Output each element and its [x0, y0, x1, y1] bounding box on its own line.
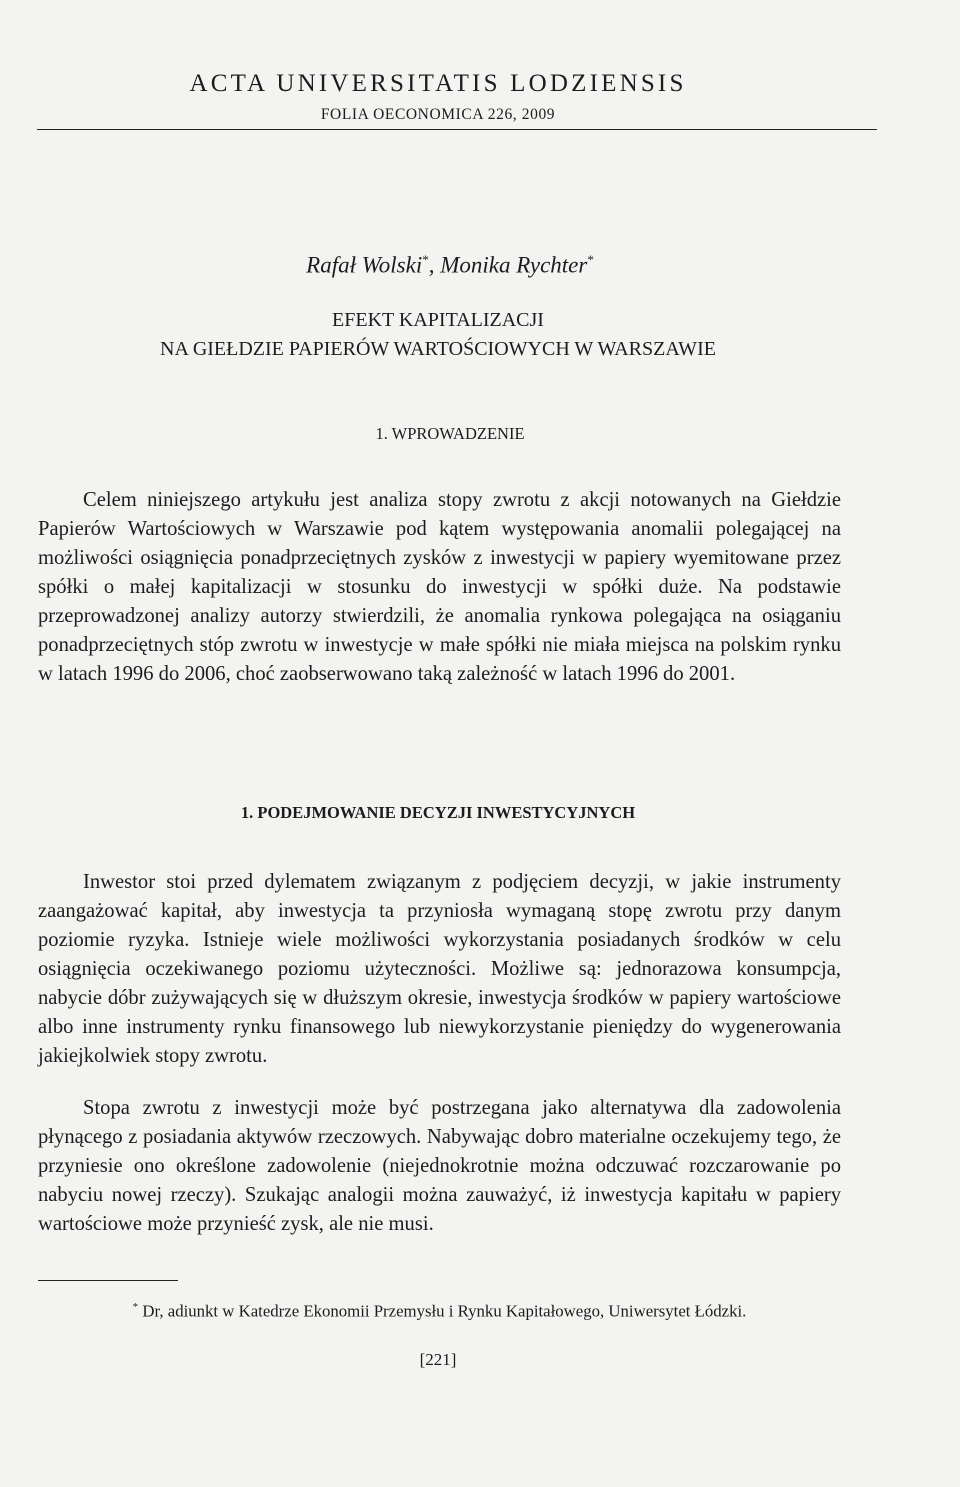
footnote-marker: *: [132, 1301, 139, 1313]
footnote: [38, 1301, 841, 1322]
body-paragraph: Stopa zwrotu z inwestycji może być postrzegana jako alternatywa dla zadowolenia płynącego z posiadania aktywów rzeczowych. Nabywając dobro materialne oczekujemy tego, że przyniesie ono określone zadowolenie (niejednokrotnie można odczuwać rozczarowanie po nabyciu nowej rzeczy). Szukając analogii można zauważyć, iż inwestycja kapitału w papiery wartościowe może przynieść zysk, ale nie musi.: [38, 1097, 841, 1235]
page-number: [221]: [419, 1350, 457, 1369]
author-separator: ,: [428, 252, 441, 278]
author-name: Monika Rychter: [440, 252, 588, 278]
body-paragraph: Inwestor stoi przed dylematem związanym z podjęciem decyzji, w jakie instrumenty zaangażować kapitał, aby inwestycja ta przyniosła wymaganą stopę zwrotu przy danym poziomie ryzyka. Istnieje wiele możliwości wykorzystania posiadanych środków w celu osiągnięcia oczekiwanego poziomu użyteczności. Możliwe są: jednorazowa konsumpcja, nabycie dóbr zużywających się w dłuższym okresie, inwestycja środków w papiery wartościowe albo inne instrumenty rynku finansowego lub niewykorzystanie pieniędzy do wygenerowania jakiejkolwiek stopy zwrotu.: [38, 871, 841, 1067]
journal-name: ACTA UNIVERSITATIS LODZIENSIS: [189, 70, 687, 97]
title-line: EFEKT KAPITALIZACJI: [332, 309, 544, 331]
header-rule: [37, 129, 877, 130]
footnote-text: Dr, adiunkt w Katedrze Ekonomii Przemysłu i Rynku Kapitałowego, Uniwersytet Łódzki.: [138, 1301, 747, 1321]
section-heading: 1. WPROWADZENIE: [375, 424, 525, 443]
footnote-rule: [38, 1280, 178, 1281]
title-line: NA GIEŁDZIE PAPIERÓW WARTOŚCIOWYCH W WARSZAWIE: [160, 338, 716, 360]
section-heading: 1. PODEJMOWANIE DECYZJI INWESTYCYJNYCH: [240, 803, 636, 822]
footnote-marker: *: [422, 252, 429, 267]
author-name: Rafał Wolski: [306, 252, 423, 278]
footnote-marker: *: [587, 252, 594, 267]
author-line: [0, 252, 900, 279]
article-title: [0, 306, 876, 364]
body-paragraph: Celem niniejszego artykułu jest analiza stopy zwrotu z akcji notowanych na Giełdzie Papierów Wartościowych w Warszawie pod kątem występowania anomalii polegającej na możliwości osiągnięcia ponadprzeciętnych zysków z inwestycji w papiery wyemitowane przez spółki o małej kapitalizacji w stosunku do inwestycji w spółki duże. Na podstawie przeprowadzonej analizy autorzy stwierdzili, że anomalia rynkowa polegająca na osiąganiu ponadprzeciętnych stóp zwrotu w inwestycje w małe spółki nie miała miejsca na polskim rynku w latach 1996 do 2006, choć zaobserwowano taką zależność w latach 1996 do 2001.: [38, 489, 841, 685]
journal-series: FOLIA OECONOMICA 226, 2009: [320, 106, 556, 123]
